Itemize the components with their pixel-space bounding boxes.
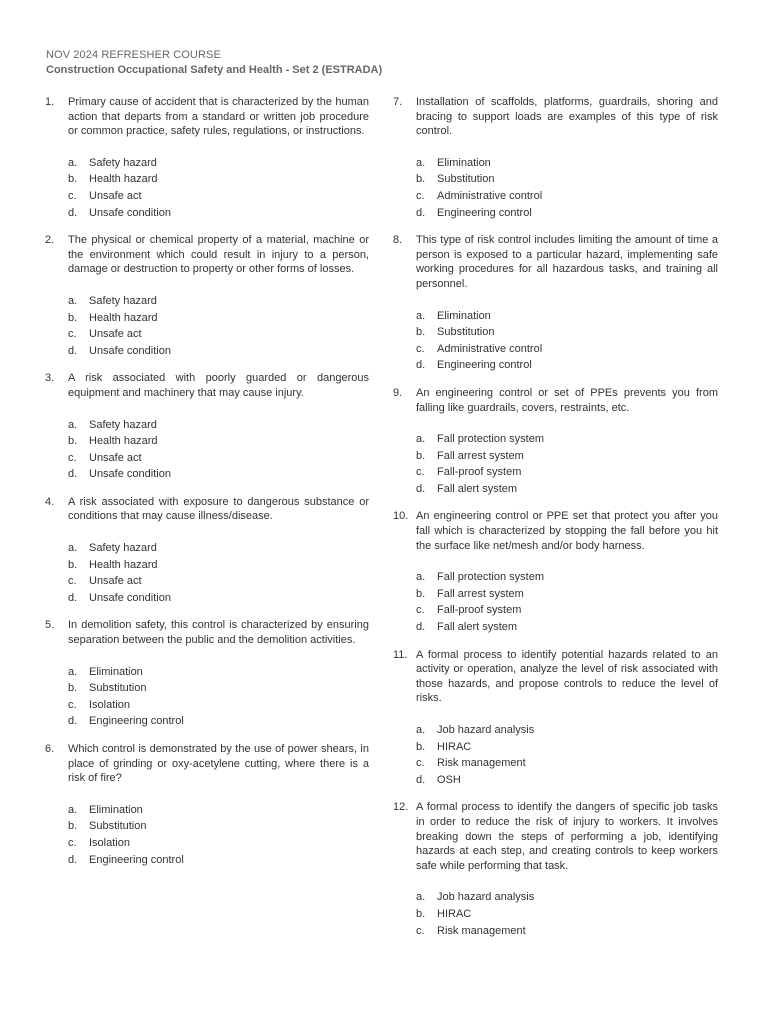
option-letter: d. (68, 853, 78, 866)
option-text: Fall-proof system (437, 466, 522, 479)
option-letter: d. (416, 206, 426, 219)
option-item (416, 188, 718, 205)
option-item (416, 772, 718, 789)
option-item (416, 448, 718, 465)
option-letter: b. (416, 740, 426, 753)
question-number: 7. (393, 96, 403, 108)
question-number: 10. (393, 510, 409, 523)
option-text: Job hazard analysis (437, 724, 535, 736)
option-letter: b. (416, 173, 426, 186)
option-letter: c. (68, 698, 77, 711)
option-item (416, 341, 718, 358)
option-text: Elimination (89, 803, 143, 816)
question-number: 6. (45, 743, 55, 755)
option-text: Unsafe act (89, 189, 142, 202)
option-letter: b. (68, 173, 78, 186)
option-item (416, 431, 718, 448)
option-item (68, 205, 369, 222)
option-letter: c. (68, 328, 77, 341)
option-item (416, 722, 718, 739)
question-text: An engineering control or PPE set that protect you after you fall which is characterized by stopping the fall before you hit the surface like net/mesh and/or body harness. (416, 510, 718, 552)
option-text: Engineering control (437, 359, 532, 372)
option-letter: b. (416, 907, 426, 920)
option-list (416, 569, 718, 635)
option-text: Fall protection system (437, 433, 544, 446)
option-text: Risk management (437, 924, 526, 937)
option-item (68, 540, 369, 557)
option-text: Fall-proof system (437, 604, 522, 617)
option-item (68, 802, 369, 819)
option-letter: a. (68, 418, 78, 431)
question-number: 2. (45, 234, 55, 247)
question-12 (393, 800, 718, 939)
question-5 (45, 618, 369, 730)
question-number: 11. (393, 648, 408, 661)
question-text: This type of risk control includes limiting the amount of time a person is exposed to a particular hazard, implementing safe working procedures for all hazardous tasks, and training all personnel. (416, 234, 718, 290)
option-item (416, 619, 718, 636)
question-9 (393, 386, 718, 498)
question-text: A risk associated with poorly guarded or dangerous equipment and machinery that may cause injury. (68, 372, 369, 399)
option-letter: b. (68, 558, 78, 571)
option-list (68, 293, 369, 359)
option-letter: d. (68, 206, 78, 219)
option-letter: d. (416, 621, 426, 634)
option-text: Unsafe act (89, 451, 142, 464)
question-11 (393, 648, 718, 789)
option-text: Isolation (89, 836, 130, 849)
option-item (416, 357, 718, 374)
option-item (416, 155, 718, 172)
option-text: Substitution (89, 682, 147, 695)
option-letter: b. (68, 311, 78, 324)
option-list (416, 155, 718, 221)
option-text: Unsafe condition (89, 206, 171, 219)
option-item (68, 310, 369, 327)
option-text: Elimination (89, 665, 143, 678)
option-letter: a. (68, 803, 78, 816)
option-item (416, 739, 718, 756)
option-letter: c. (416, 757, 425, 770)
option-item (416, 602, 718, 619)
option-item (68, 697, 369, 714)
question-text: Primary cause of accident that is characterized by the human action that departs from a standard or written job procedure or common practice, safety rules, regulations, or instructions. (68, 96, 369, 138)
option-letter: c. (68, 451, 77, 464)
question-3 (45, 371, 369, 483)
option-letter: b. (68, 435, 78, 448)
option-list (68, 155, 369, 221)
option-item (68, 155, 369, 172)
option-text: Engineering control (89, 853, 184, 866)
option-text: Administrative control (437, 342, 543, 355)
option-text: Administrative control (437, 189, 543, 202)
option-item (68, 835, 369, 852)
option-letter: d. (68, 591, 78, 604)
option-text: Unsafe act (89, 575, 142, 588)
option-item (68, 433, 369, 450)
question-number: 5. (45, 619, 55, 632)
option-text: Safety hazard (89, 156, 157, 169)
option-item (416, 889, 718, 906)
question-6 (45, 742, 369, 868)
option-item (416, 906, 718, 923)
option-list (68, 664, 369, 730)
option-letter: c. (416, 604, 425, 617)
option-item (68, 557, 369, 574)
option-letter: c. (68, 836, 77, 849)
option-text: Engineering control (89, 715, 184, 728)
option-text: HIRAC (437, 740, 472, 753)
option-list (416, 308, 718, 374)
option-text: Substitution (437, 326, 495, 339)
option-list (416, 889, 718, 939)
option-letter: c. (416, 466, 425, 479)
option-list (416, 431, 718, 497)
option-text: Health hazard (89, 435, 158, 448)
option-item (416, 569, 718, 586)
option-item (416, 464, 718, 481)
option-item (416, 586, 718, 603)
option-letter: a. (416, 156, 426, 169)
option-text: Unsafe act (89, 328, 142, 341)
question-text: Installation of scaffolds, platforms, guardrails, shoring and bracing to support loads are examples of this type of risk control. (416, 96, 718, 138)
option-text: Health hazard (89, 311, 158, 324)
option-item (416, 481, 718, 498)
question-text: A risk associated with exposure to dangerous substance or conditions that may cause illness/disease. (68, 495, 369, 523)
question-text: An engineering control or set of PPEs prevents you from falling like guardrails, covers, restraints, etc. (416, 386, 718, 414)
option-item (68, 664, 369, 681)
option-text: Isolation (89, 698, 130, 711)
question-8 (393, 233, 718, 374)
option-letter: a. (416, 571, 426, 584)
right-column (393, 95, 718, 939)
option-letter: a. (416, 433, 426, 446)
option-text: Job hazard analysis (437, 891, 535, 904)
question-number: 12. (393, 801, 409, 814)
option-letter: d. (416, 482, 426, 495)
option-letter: c. (68, 575, 77, 588)
option-text: Unsafe condition (89, 591, 171, 604)
option-item (68, 713, 369, 730)
option-item (416, 205, 718, 222)
option-letter: d. (416, 359, 426, 372)
question-2 (45, 233, 369, 359)
option-item (68, 450, 369, 467)
option-text: Safety hazard (89, 294, 157, 307)
option-letter: d. (416, 773, 426, 786)
question-number: 8. (393, 234, 403, 247)
question-1 (45, 95, 369, 221)
question-7 (393, 95, 718, 221)
option-item (416, 755, 718, 772)
option-list (416, 722, 718, 788)
option-letter: a. (68, 156, 78, 169)
option-text: Fall protection system (437, 571, 544, 584)
question-text: Which control is demonstrated by the use of power shears, in place of grinding or oxy-acetylene cutting, where there is a risk of fire? (68, 743, 369, 785)
option-letter: c. (416, 924, 425, 937)
document-header (46, 48, 726, 78)
option-text: Elimination (437, 156, 491, 169)
option-list (68, 802, 369, 868)
option-text: Risk management (437, 757, 526, 770)
option-item (416, 171, 718, 188)
option-item (68, 590, 369, 607)
question-number: 1. (45, 96, 55, 108)
option-item (68, 680, 369, 697)
option-letter: d. (68, 715, 78, 728)
document-subtitle: Construction Occupational Safety and Health - Set 2 (ESTRADA) (46, 64, 383, 76)
option-item (68, 417, 369, 434)
option-letter: b. (68, 682, 78, 695)
option-text: Unsafe condition (89, 468, 171, 481)
option-item (68, 188, 369, 205)
option-item (68, 343, 369, 360)
option-letter: a. (416, 309, 426, 322)
option-text: Substitution (437, 173, 495, 186)
option-text: Fall arrest system (437, 587, 524, 600)
option-item (68, 466, 369, 483)
option-item (68, 573, 369, 590)
option-letter: c. (416, 342, 425, 355)
option-item (68, 326, 369, 343)
option-letter: c. (416, 189, 425, 202)
option-item (416, 308, 718, 325)
question-text: A formal process to identify the dangers of specific job tasks in order to reduce the risk of injury to workers. It involves breaking down the steps of performing a job, identifying hazards at each step, and creating controls to keep workers safe while performing that task. (416, 801, 718, 872)
option-list (68, 540, 369, 606)
option-letter: b. (416, 449, 426, 462)
option-list (68, 417, 369, 483)
question-text: In demolition safety, this control is characterized by ensuring separation between the public and the demolition activities. (68, 619, 369, 647)
question-number: 4. (45, 495, 55, 508)
question-text: A formal process to identify potential hazards related to an activity or operation, analyze the level of risk associated with those hazards, and propose controls to reduce the level of risks. (416, 648, 718, 705)
option-text: OSH (437, 773, 461, 786)
option-letter: b. (416, 587, 426, 600)
option-letter: d. (68, 468, 78, 481)
option-letter: d. (68, 344, 78, 357)
question-4 (45, 495, 369, 607)
option-text: Health hazard (89, 558, 158, 571)
option-letter: a. (68, 665, 78, 678)
option-item (68, 852, 369, 869)
option-text: Safety hazard (89, 542, 157, 555)
option-letter: b. (416, 326, 426, 339)
left-column (45, 95, 369, 868)
option-letter: a. (416, 724, 426, 736)
option-text: Elimination (437, 309, 491, 322)
option-text: Unsafe condition (89, 344, 171, 357)
option-letter: b. (68, 820, 78, 833)
option-letter: a. (68, 542, 78, 555)
question-10 (393, 509, 718, 635)
option-letter: a. (416, 891, 426, 904)
option-text: Engineering control (437, 206, 532, 219)
option-item (68, 171, 369, 188)
option-text: Fall arrest system (437, 449, 524, 462)
option-text: Fall alert system (437, 621, 518, 634)
option-text: Health hazard (89, 173, 158, 186)
question-number: 9. (393, 386, 403, 399)
option-text: Substitution (89, 820, 147, 833)
course-title: NOV 2024 REFRESHER COURSE (46, 49, 221, 61)
option-letter: a. (68, 294, 78, 307)
option-item (68, 293, 369, 310)
option-text: Fall alert system (437, 482, 518, 495)
question-text: The physical or chemical property of a material, machine or the environment which could result in injury to a person, damage or destruction to property or other forms of losses. (68, 234, 369, 276)
option-item (68, 818, 369, 835)
question-number: 3. (45, 372, 55, 385)
option-item (416, 324, 718, 341)
option-text: HIRAC (437, 907, 472, 920)
option-text: Safety hazard (89, 418, 157, 431)
option-letter: c. (68, 189, 77, 202)
option-item (416, 923, 718, 940)
